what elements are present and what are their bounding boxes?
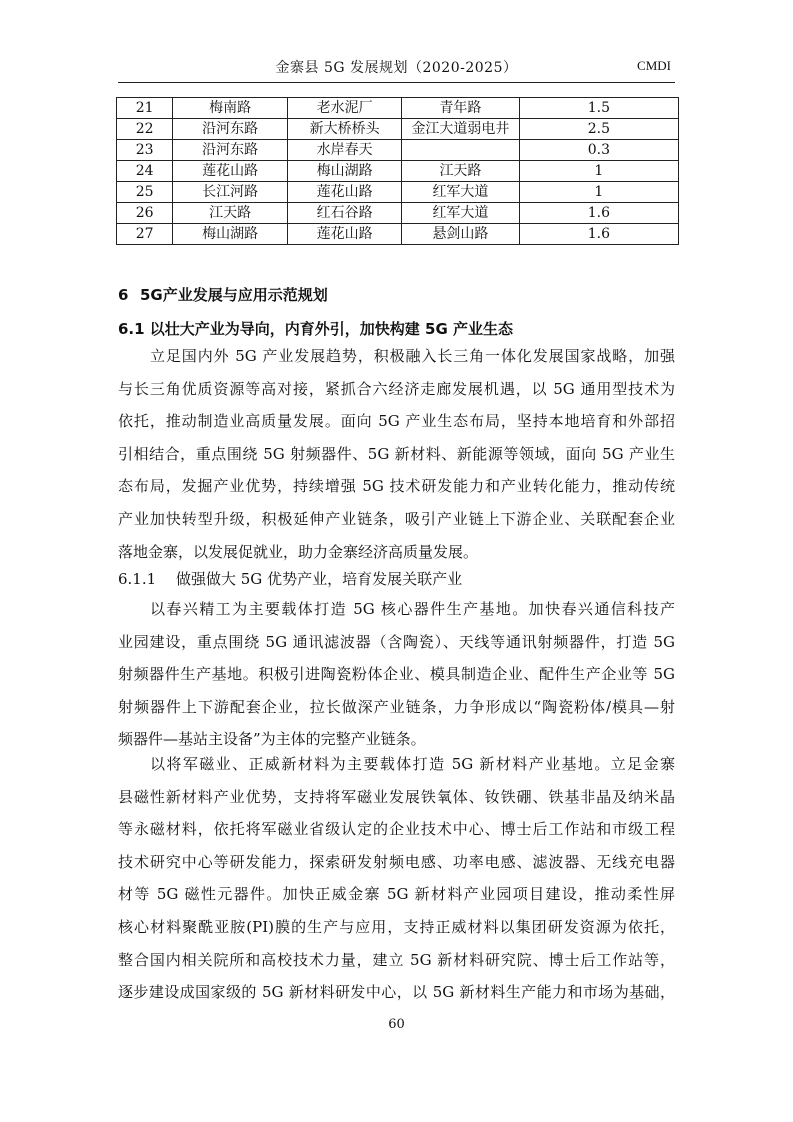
table-cell: 水岸春天 <box>288 140 402 161</box>
table-cell: 悬剑山路 <box>402 224 520 245</box>
table-cell: 江天路 <box>173 203 288 224</box>
table-cell: 沿河东路 <box>173 119 288 140</box>
paragraph-line: 频器件—基站主设备”为主体的完整产业链条。 <box>118 730 426 749</box>
table-cell: 1.6 <box>519 203 678 224</box>
header-org: CMDI <box>637 58 671 73</box>
table-cell: 0.3 <box>519 140 678 161</box>
road-table <box>116 97 679 245</box>
table-cell: 1.5 <box>519 98 678 119</box>
table-row <box>117 98 679 119</box>
table-cell: 26 <box>117 203 173 224</box>
table-cell: 新大桥桥头 <box>288 119 402 140</box>
paragraph-line: 依托，推动制造业高质量发展。面向 5G 产业生态布局，坚持本地培育和外部招 <box>118 412 675 431</box>
table-cell: 梅山湖路 <box>173 224 288 245</box>
paragraph-1 <box>118 340 675 568</box>
paragraph-line: 逐步建设成国家级的 5G 新材料研发中心，以 5G 新材料生产能力和市场为基础， <box>118 983 675 1002</box>
paragraph-line: 技术研究中心等研发能力，探索研发射频电感、功率电感、滤波器、无线充电器 <box>118 852 675 871</box>
paragraph-line: 等永磁材料，依托将军磁业省级认定的企业技术中心、博士后工作站和市级工程 <box>118 820 675 839</box>
paragraph-3 <box>118 748 675 1009</box>
table-cell: 1.6 <box>519 224 678 245</box>
section-title: 做强做大 5G 优势产业，培育发展关联产业 <box>176 570 463 588</box>
paragraph-line: 与长三角优质资源等高对接，紧抓合六经济走廊发展机遇，以 5G 通用型技术为 <box>118 379 675 398</box>
paragraph-line: 以将军磁业、正威新材料为主要载体打造 5G 新材料产业基地。立足金寨 <box>150 755 675 773</box>
header-title: 金寨县 5G 发展规划（2020-2025） <box>275 60 518 76</box>
table-cell: 24 <box>117 161 173 182</box>
table-cell: 梅南路 <box>173 98 288 119</box>
paragraph-line: 材等 5G 磁性元器件。加快正威金寨 5G 新材料产业园项目建设，推动柔性屏 <box>118 885 675 904</box>
table-cell: 莲花山路 <box>288 224 402 245</box>
section-6-1-1-heading <box>118 568 462 589</box>
page-number: 60 <box>388 1017 405 1032</box>
table-cell: 老水泥厂 <box>288 98 402 119</box>
header-divider <box>118 82 675 83</box>
table-row <box>117 140 679 161</box>
section-6-heading <box>118 284 328 305</box>
paragraph-line: 县磁性新材料产业优势，支持将军磁业发展铁氧体、钕铁硼、铁基非晶及纳米晶 <box>118 787 675 806</box>
paragraph-line: 以春兴精工为主要载体打造 5G 核心器件生产基地。加快春兴通信科技产 <box>150 600 675 618</box>
table-cell: 25 <box>117 182 173 203</box>
table-cell: 金江大道弱电井 <box>402 119 520 140</box>
paragraph-line: 射频器件上下游配套企业，拉长做深产业链条，力争形成以“陶瓷粉体/模具—射 <box>118 697 675 716</box>
table-cell: 青年路 <box>402 98 520 119</box>
table-cell: 沿河东路 <box>173 140 288 161</box>
paragraph-line: 核心材料聚酰亚胺(PI)膜的生产与应用，支持正威材料以集团研发资源为依托， <box>118 917 675 936</box>
table-cell: 21 <box>117 98 173 119</box>
table-cell: 27 <box>117 224 173 245</box>
paragraph-line: 态布局，发掘产业优势，持续增强 5G 技术研发能力和产业转化能力，推动传统 <box>118 477 675 496</box>
paragraph-line: 落地金寨，以发展促就业，助力金寨经济高质量发展。 <box>118 542 479 561</box>
table-cell: 22 <box>117 119 173 140</box>
paragraph-line: 立足国内外 5G 产业发展趋势，积极融入长三角一体化发展国家战略，加强 <box>150 347 675 365</box>
table-cell: 1 <box>519 182 678 203</box>
table-cell: 1 <box>519 161 678 182</box>
table-cell: 梅山湖路 <box>288 161 402 182</box>
table-cell: 红军大道 <box>402 182 520 203</box>
paragraph-line: 产业加快转型升级，积极延伸产业链条，吸引产业链上下游企业、关联配套企业 <box>118 509 675 528</box>
table-row <box>117 224 679 245</box>
table-row <box>117 119 679 140</box>
paragraph-2 <box>118 593 675 756</box>
table-cell: 莲花山路 <box>173 161 288 182</box>
table-cell: 江天路 <box>402 161 520 182</box>
section-title: 5G产业发展与应用示范规划 <box>140 286 328 304</box>
table-row <box>117 203 679 224</box>
section-number: 6.1.1 <box>118 570 157 588</box>
table-cell: 红军大道 <box>402 203 520 224</box>
paragraph-line: 射频器件生产基地。积极引进陶瓷粉体企业、模具制造企业、配件生产企业等 5G <box>118 665 675 684</box>
table-cell: 2.5 <box>519 119 678 140</box>
section-6-1-heading: 6.1 以壮大产业为导向，内育外引，加快构建 5G 产业生态 <box>118 320 513 338</box>
table-cell: 莲花山路 <box>288 182 402 203</box>
section-number: 6 <box>118 286 129 304</box>
table-cell <box>402 140 520 161</box>
table-cell: 23 <box>117 140 173 161</box>
table-row <box>117 182 679 203</box>
paragraph-line: 业园建设，重点围绕 5G 通讯滤波器（含陶瓷）、天线等通讯射频器件，打造 5G <box>118 632 675 651</box>
paragraph-line: 整合国内相关院所和高校技术力量，建立 5G 新材料研究院、博士后工作站等， <box>118 950 675 969</box>
table-row <box>117 161 679 182</box>
table-cell: 红石谷路 <box>288 203 402 224</box>
table-cell: 长江河路 <box>173 182 288 203</box>
paragraph-line: 引相结合，重点围绕 5G 射频器件、5G 新材料、新能源等领域，面向 5G 产业生 <box>118 444 675 463</box>
